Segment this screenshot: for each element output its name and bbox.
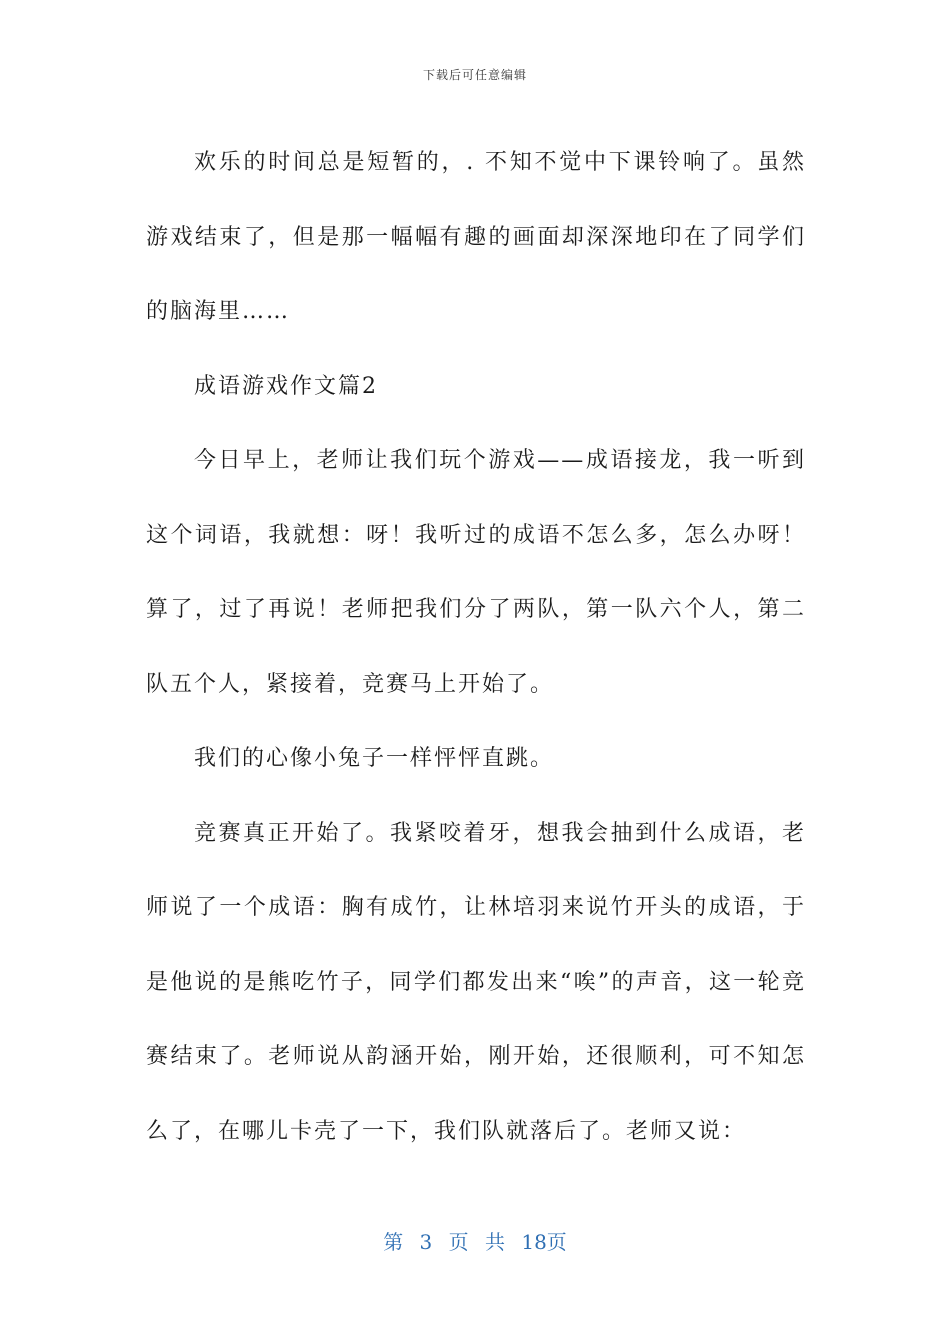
page-header: 下载后可任意编辑: [422, 68, 527, 82]
page-number-footer: 第 3 页 共 18页: [383, 1230, 567, 1254]
section-title: 成语游戏作文篇2: [194, 373, 378, 399]
paragraph-competition: 竞赛真正开始了。我紧咬着牙，想我会抽到什么成语，老师说了一个成语：胸有成竹，让林培羽来说竹开头的成语，于是他说的是熊吃竹子，同学们都发出来“唉”的声音，这一轮竞赛结束了。老师说从韵涵开始，刚开始，还很顺利，可不知怎么了，在哪儿卡壳了一下，我们队就落后了。老师又说：: [146, 820, 806, 1144]
paragraph-game-ending: 欢乐的时间总是短暂的，. 不知不觉中下课铃响了。虽然游戏结束了，但是那一幅幅有趣的画面却深深地印在了同学们的脑海里……: [146, 150, 806, 324]
document-body: [146, 126, 806, 1169]
paragraph-idiom-chain: 今日早上，老师让我们玩个游戏——成语接龙，我一听到这个词语，我就想：呀！我听过的成语不怎么多，怎么办呀！算了，过了再说！老师把我们分了两队，第一队六个人，第二队五个人，紧接着，竞赛马上开始了。: [146, 448, 806, 697]
paragraph-heart-beating: 我们的心像小兔子一样怦怦直跳。: [194, 746, 555, 771]
